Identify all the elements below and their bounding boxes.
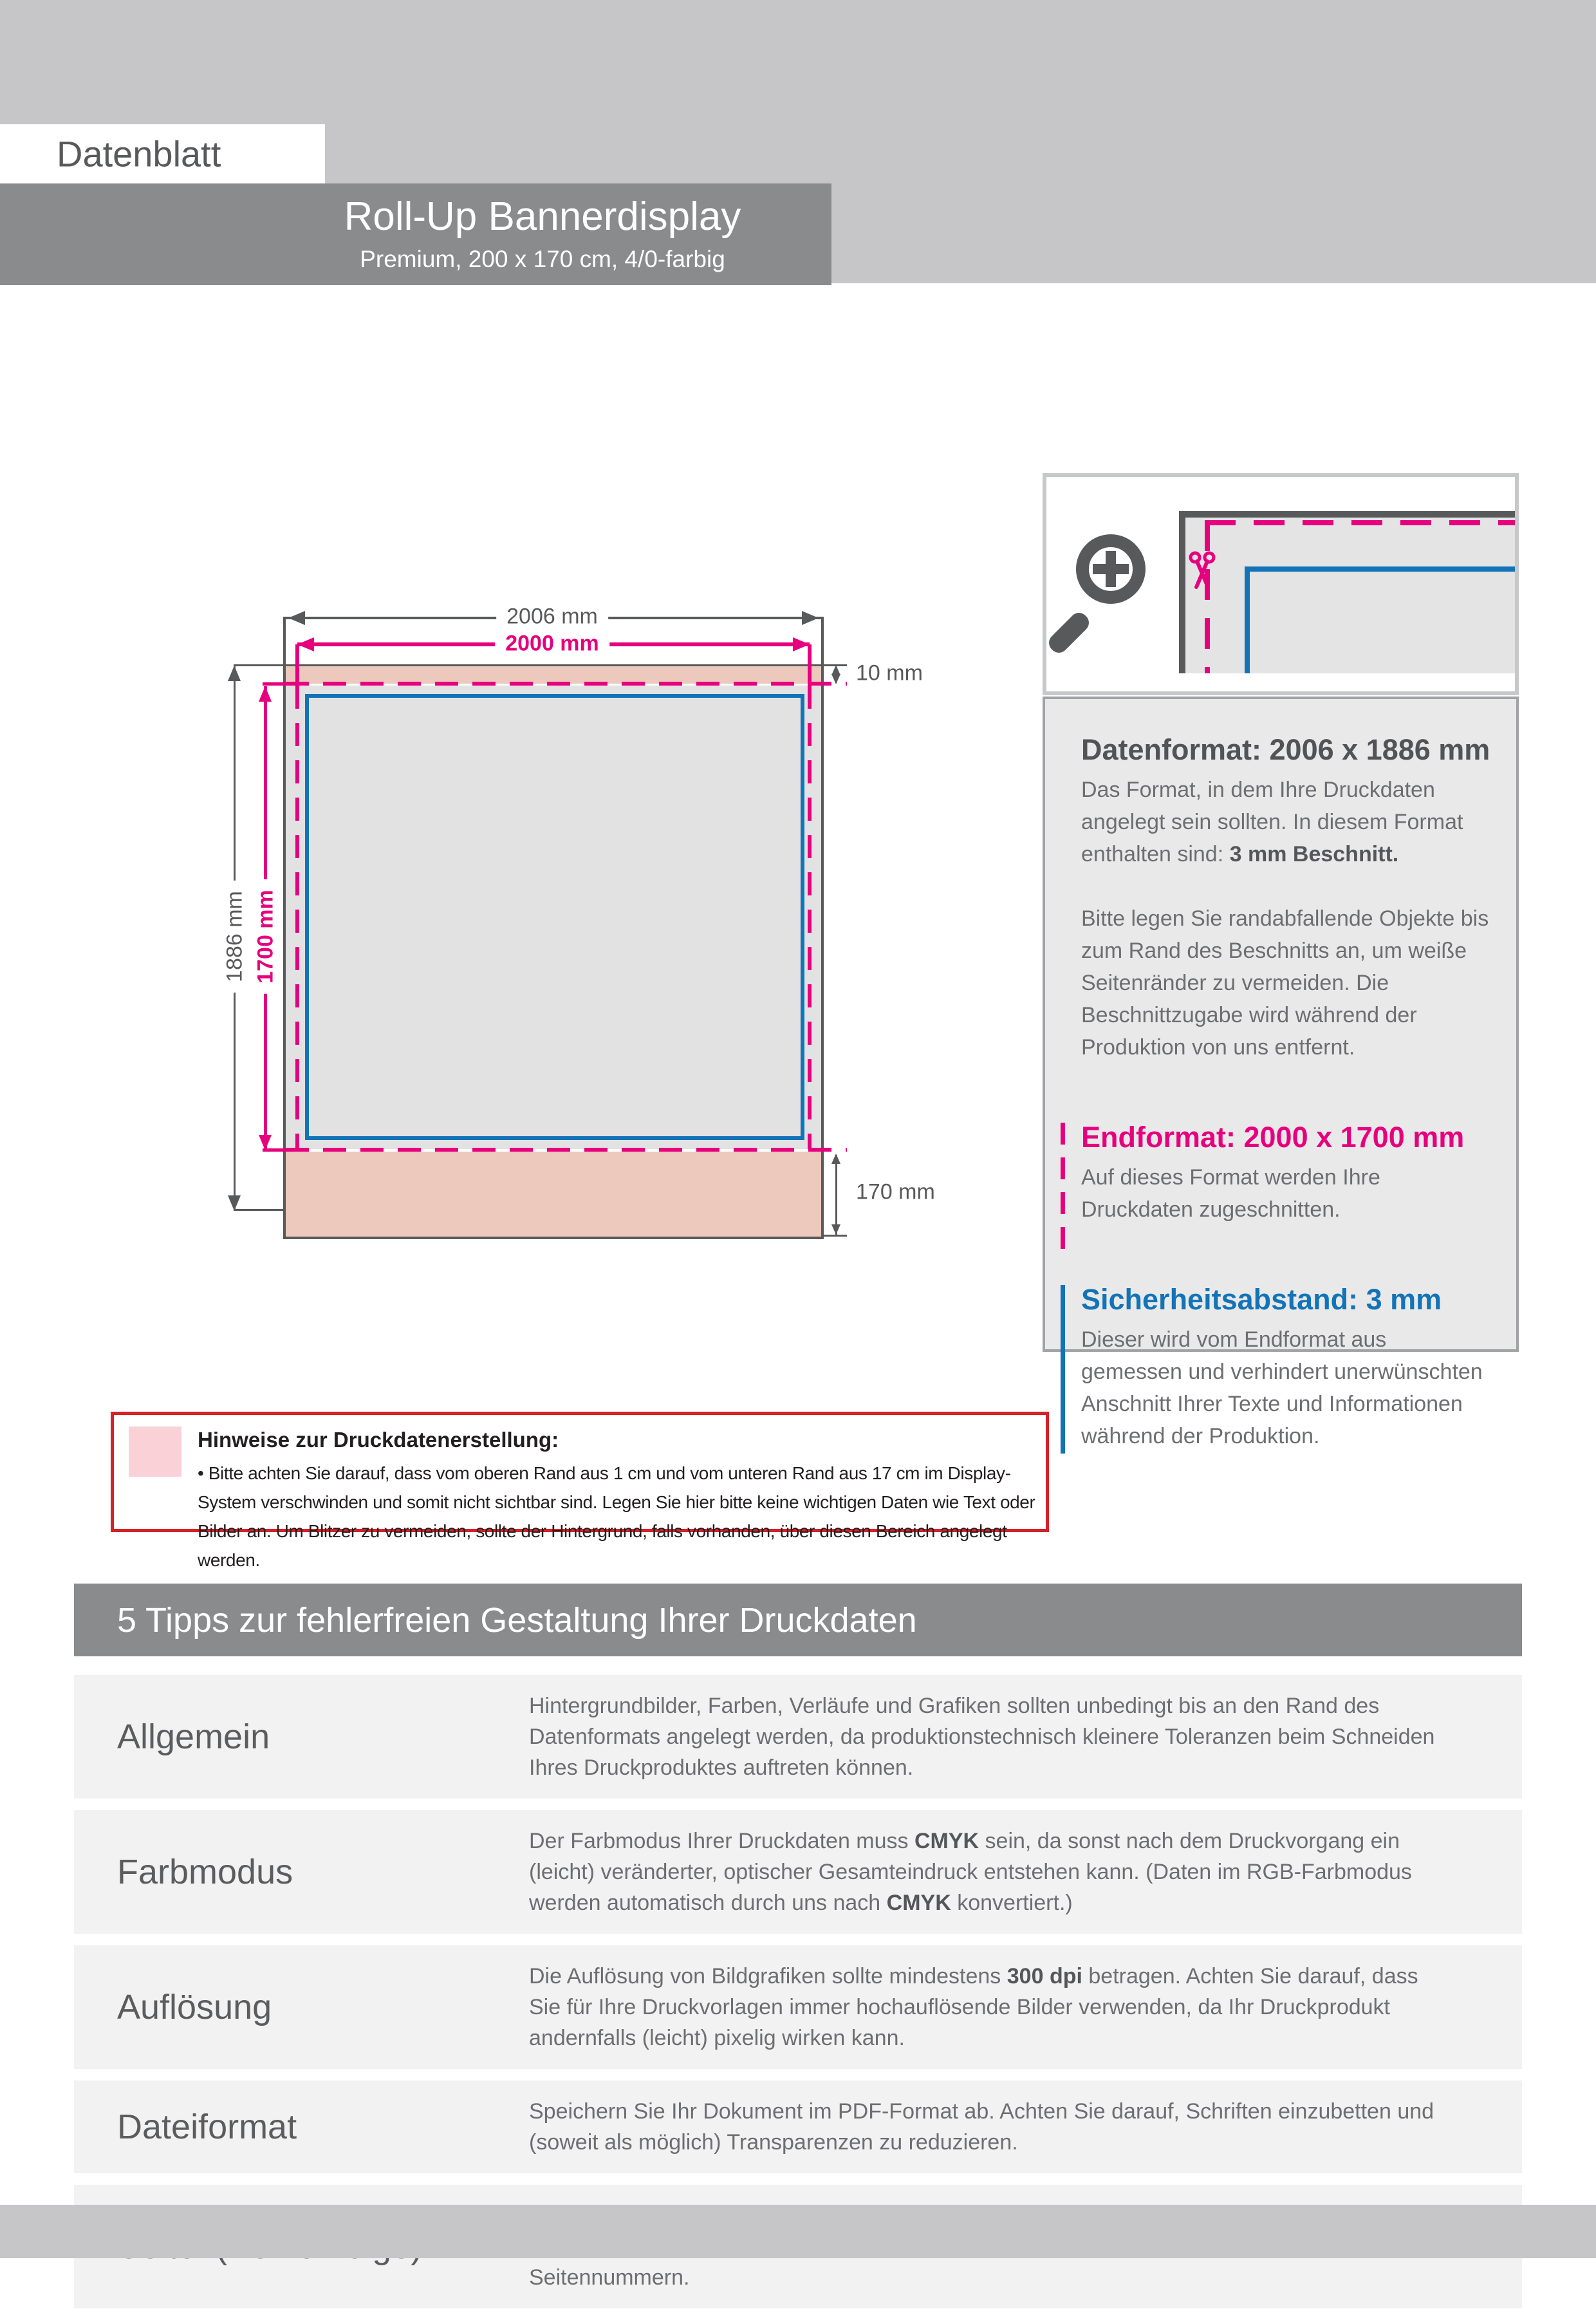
row-text: Speichern Sie Ihr Dokument im PDF-Format ab. Achten Sie darauf, Schriften einzubetten und (soweit als möglich) Transparenzen zu reduzieren. (529, 2099, 1434, 2155)
datenblatt-label-box (0, 124, 325, 183)
safety-line-icon (1061, 1285, 1065, 1454)
endformat-dashed-left (295, 686, 299, 1149)
row-label: Dateiformat (117, 2108, 297, 2146)
endformat-dashed-right (808, 686, 812, 1149)
dim-1886-ref-line (234, 1209, 286, 1211)
arrow-left-icon (288, 611, 305, 625)
note-text (198, 1428, 1042, 1575)
table-row (74, 1675, 1522, 1799)
arrow-up-icon (228, 666, 241, 681)
arrow-left-icon (297, 637, 314, 651)
safety-margin-rect (305, 694, 804, 1140)
druckdaten-note-box (111, 1412, 1049, 1570)
datenformat-block (1081, 733, 1492, 1063)
datenformat-title: Datenformat: 2006 x 1886 mm (1081, 733, 1490, 766)
corner-detail-drawing (1179, 511, 1515, 673)
format-info-panel (1043, 697, 1519, 1448)
arrow-right-icon (793, 637, 810, 651)
datenblatt-label: Datenblatt (57, 133, 221, 174)
product-subtitle: Premium, 200 x 170 cm, 4/0-farbig (360, 246, 725, 272)
endformat-dashed-top (286, 682, 847, 686)
row-label: Farbmodus (117, 1853, 293, 1891)
table-row (74, 2081, 1522, 2173)
row-text: Hintergrundbilder, Farben, Verläufe und Grafiken sollten unbedingt bis an den Rand des Datenformats angelegt werden, da produktionstechnisch kleinere Toleranzen beim Schneiden Ihres Druckproduktes auftreten können. (529, 1694, 1435, 1780)
endformat-dashed-bottom (286, 1148, 847, 1152)
product-title-banner (0, 183, 831, 285)
note-body: • Bitte achten Sie darauf, dass vom oberen Rand aus 1 cm und vom unteren Rand aus 17 cm im Display-System verschwinden und somit nicht sichtbar sind. Legen Sie hier bitte keine wichtigen Daten wie Text oder Bilder an. Um Blitzer zu vermeiden, sollte der Hintergrund, falls vorhanden, über diesen Bereich angelegt werden. (198, 1463, 1035, 1570)
tips-banner (74, 1584, 1522, 1656)
row-text: Der Farbmodus Ihrer Druckdaten muss CMYK sein, da sonst nach dem Druckvorgang ein (leicht) veränderter, optischer Gesamteindruck entstehen kann. (Daten im RGB-Farbmodus werden automatisch durch uns nach CMYK konvertiert.) (529, 1829, 1412, 1915)
dim-170-ref-line (824, 1235, 847, 1237)
row-text: Die Auflösung von Bildgrafiken sollte mindestens 300 dpi betragen. Achten Sie darauf, dass Sie für Ihre Druckvorlagen immer hochauflösende Bilder verwenden, da Ihr Druckprodukt andernfalls (leicht) pixelig wirken kann. (529, 1964, 1418, 2050)
dim-bottom-hidden: 170 mm (856, 1179, 935, 1204)
dim-endformat-height: 1700 mm (252, 879, 280, 994)
endformat-block (1081, 1120, 1492, 1226)
detail-safety-line-vertical (1245, 566, 1250, 673)
row-label: Allgemein (117, 1717, 270, 1756)
magnifier-plus-icon (1106, 551, 1116, 587)
detail-cut-line-horizontal (1205, 520, 1515, 525)
dim-datenformat-height: 1886 mm (221, 881, 249, 993)
dashed-cut-line-icon (1061, 1123, 1065, 1249)
tips-banner-title: 5 Tipps zur fehlerfreien Gestaltung Ihrer Druckdaten (117, 1600, 917, 1640)
arrow-down-icon (831, 674, 840, 684)
endformat-text: Auf dieses Format werden Ihre Druckdaten zugeschnitten. (1081, 1165, 1380, 1222)
row-text: Seitennummern. (529, 2265, 690, 2290)
sicherheitsabstand-title: Sicherheitsabstand: 3 mm (1081, 1283, 1442, 1316)
hidden-area-top (286, 666, 821, 684)
detail-datenformat-edge-left (1179, 511, 1185, 673)
datenformat-text-2: Bitte legen Sie randabfallende Objekte bis zum Rand des Beschnitts an, um weiße Seitenränder zu vermeiden. Die Beschnittzugabe wird während der Produktion von uns entfernt. (1081, 906, 1489, 1060)
product-title-inner (253, 183, 832, 285)
scissors-icon (1188, 548, 1216, 608)
dim-1700-ref-top (263, 682, 299, 686)
product-title: Roll-Up Bannerdisplay (344, 194, 741, 239)
arrow-up-icon (259, 686, 272, 702)
arrow-down-icon (831, 1224, 840, 1235)
dim-top-hidden: 10 mm (856, 660, 923, 686)
arrow-right-icon (802, 611, 819, 625)
dim-170-line (835, 1155, 837, 1235)
table-row (74, 1945, 1522, 2069)
hidden-area-color-swatch (129, 1427, 181, 1477)
hidden-area-bottom (286, 1152, 821, 1237)
dim-datenformat-width: 2006 mm (496, 603, 608, 631)
arrow-down-icon (228, 1195, 241, 1211)
arrow-down-icon (259, 1135, 272, 1150)
sicherheitsabstand-block (1081, 1282, 1492, 1452)
endformat-title: Endformat: 2000 x 1700 mm (1081, 1121, 1465, 1154)
row-label: Auflösung (117, 1988, 272, 2026)
note-title: Hinweise zur Druckdatenerstellung: (198, 1428, 559, 1452)
sicherheitsabstand-text: Dieser wird vom Endformat aus gemessen und verhindert unerwünschten Anschnitt Ihrer Texte und Informationen während der Produktion. (1081, 1327, 1483, 1448)
datenformat-text-1: Das Format, in dem Ihre Druckdaten angelegt sein sollten. In diesem Format enthalten sind: 3 mm Beschnitt. (1081, 778, 1463, 866)
detail-safety-line-horizontal (1245, 566, 1515, 572)
table-row (74, 1810, 1522, 1934)
detail-datenformat-edge-top (1179, 511, 1515, 518)
footer-gray-band (0, 2205, 1596, 2258)
dim-endformat-width: 2000 mm (495, 630, 609, 658)
arrow-up-icon (831, 1154, 840, 1164)
